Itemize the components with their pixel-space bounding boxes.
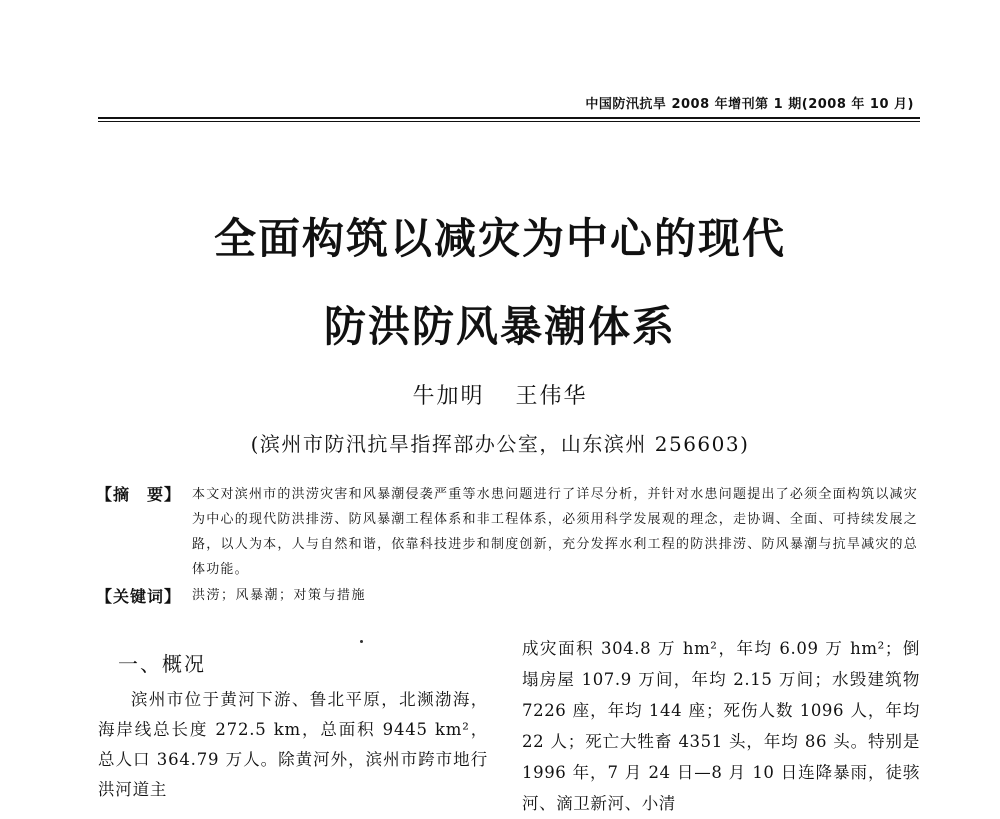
stray-dot (360, 640, 363, 643)
keywords-label: 【关键词】 (96, 587, 182, 606)
journal-header: 中国防汛抗旱 2008 年增刊第 1 期(2008 年 10 月) (585, 97, 914, 112)
body-paragraph: 成灾面积 304.8 万 hm²，年均 6.09 万 hm²；倒塌房屋 107.9 万间，年均 2.15 万间；水毁建筑物 7226 座，年均 144 座；死伤人数 1096 人，年均 22 人；死亡大牲畜 4351 头，年均 86 头。特别是 1996 年，7 月 24 日—8 月 10 日连降暴雨，徒骇河、滴卫新河、小清 (522, 639, 920, 813)
paper-title-line-1: 全面构筑以减灾为中心的现代 (213, 214, 786, 263)
section-heading-overview: 一、概况 (118, 652, 206, 676)
abstract-label: 【摘 要】 (96, 485, 182, 504)
header-rule-thick (98, 117, 920, 119)
author-affiliation: (滨州市防汛抗旱指挥部办公室，山东滨州 256603) (250, 432, 750, 456)
paper-authors: 牛加明 王伟华 (412, 384, 588, 409)
body-column-left (98, 685, 488, 805)
body-column-right (522, 633, 920, 819)
header-rule-thin (98, 121, 920, 122)
keywords-text: 洪涝；风暴潮；对策与措施 (192, 588, 367, 603)
abstract-text: 本文对滨州市的洪涝灾害和风暴潮侵袭严重等水患问题进行了详尽分析，并针对水患问题提出了必须全面构筑以减灾为中心的现代防洪排涝、防风暴潮工程体系和非工程体系，必须用科学发展观的理念，走协调、全面、可持续发展之路，以人为本，人与自然和谐，依靠科技进步和制度创新，充分发挥水利工程的防洪排涝、防风暴潮与抗旱减灾的总体功能。 (192, 487, 918, 577)
paper-title-line-2: 防洪防风暴潮体系 (323, 302, 676, 351)
body-paragraph: 滨州市位于黄河下游、鲁北平原，北濒渤海，海岸线总长度 272.5 km，总面积 9445 km²，总人口 364.79 万人。除黄河外，滨州市跨市地行洪河道主 (98, 690, 488, 799)
